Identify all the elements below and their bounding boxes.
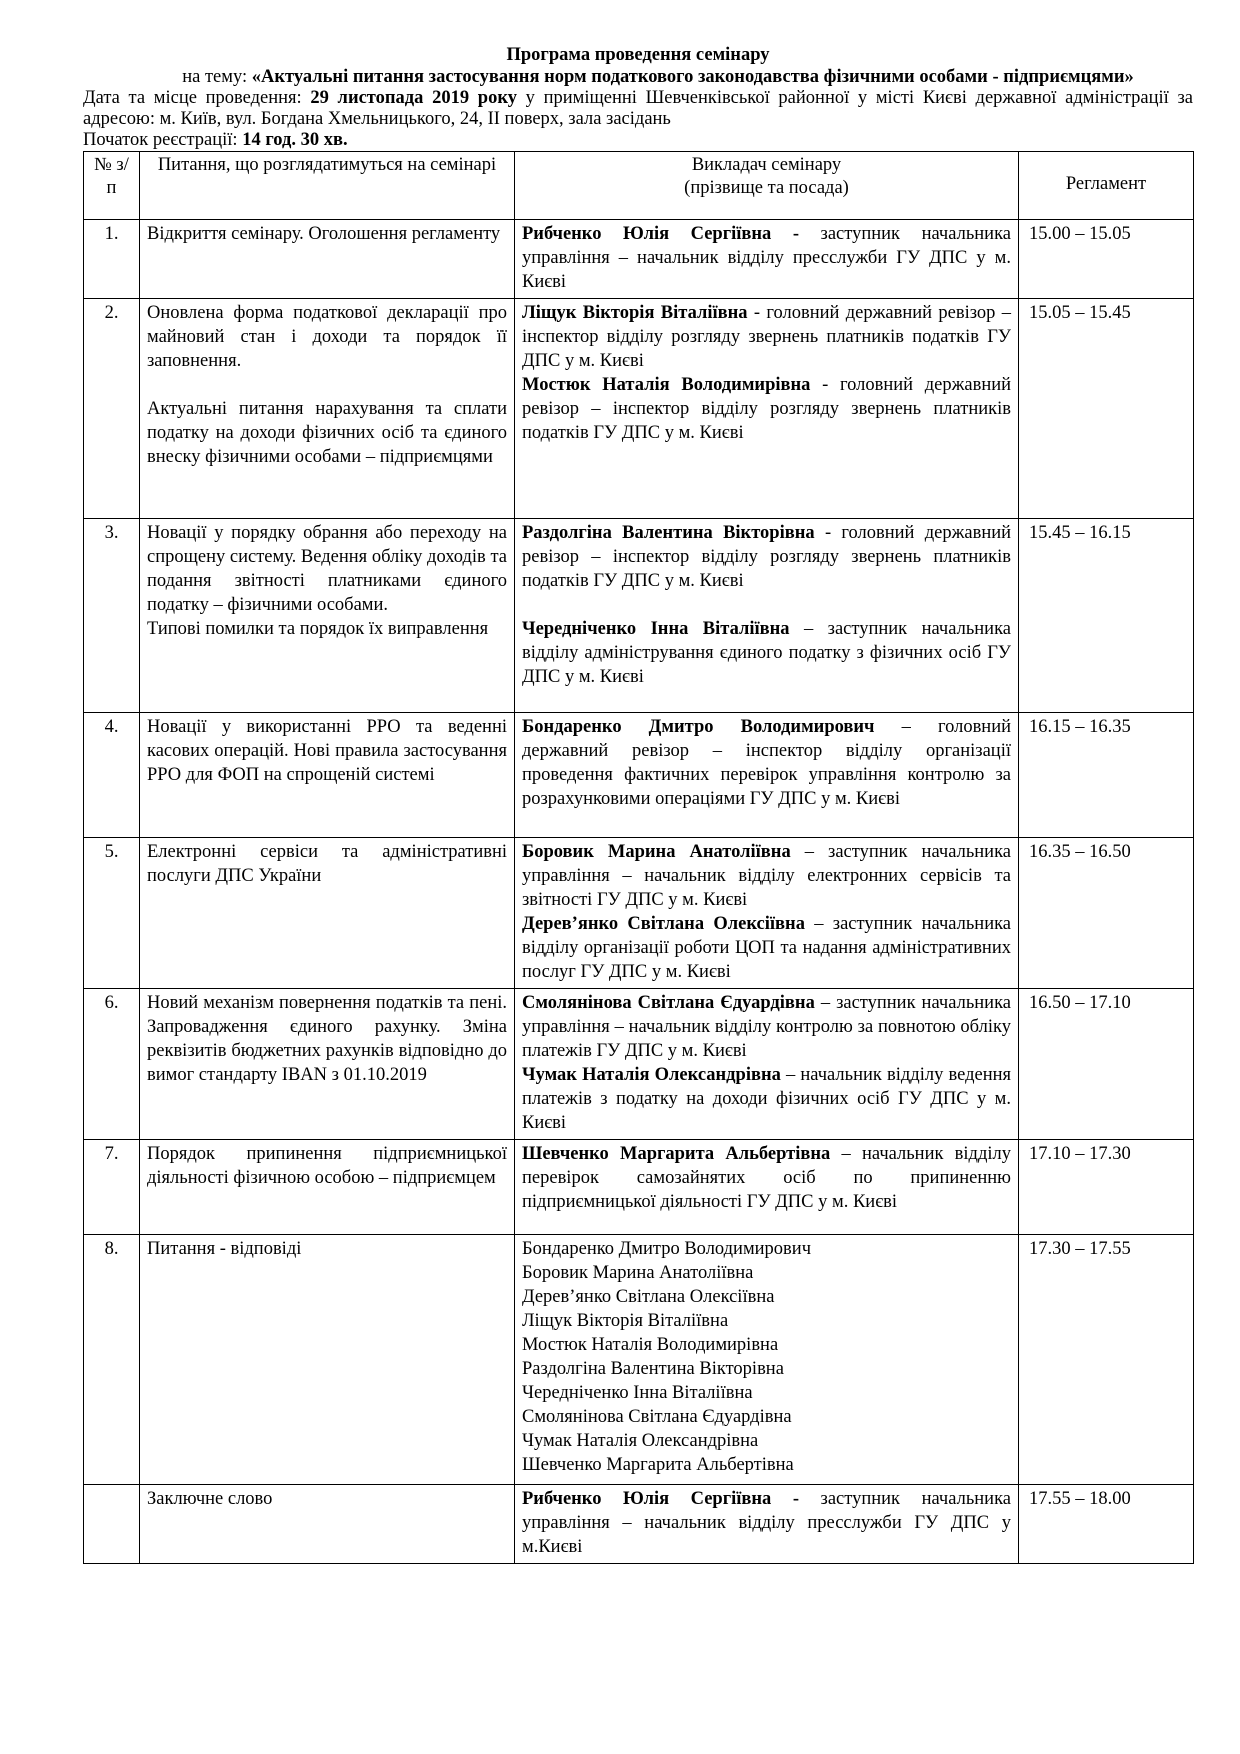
speaker-role: - головний державний ревізор – інспектор відділу розгляду звернень платників податків ГУ ДПС у м. Києві (522, 303, 1011, 371)
table-row (84, 299, 1194, 519)
speaker-name: Ліщук Вікторія Віталіївна (522, 303, 748, 323)
row-time: 15.45 – 16.15 (1019, 519, 1194, 713)
row-lecturer (515, 713, 1019, 838)
row-number: 1. (84, 220, 140, 299)
speaker-name: Смолянінова Світлана Єдуардівна (522, 993, 815, 1013)
table-row (84, 1140, 1194, 1235)
row-lecturer (515, 299, 1019, 519)
row-time: 15.00 – 15.05 (1019, 220, 1194, 299)
row-topic: Порядок припинення підприємницької діяльності фізичною особою – підприємцем (140, 1140, 515, 1235)
row-time: 17.10 – 17.30 (1019, 1140, 1194, 1235)
col-topic-header: Питання, що розглядатимуться на семінарі (140, 152, 515, 220)
row-lecturer (515, 838, 1019, 989)
row-time: 15.05 – 15.45 (1019, 299, 1194, 519)
qa-speaker: Смолянінова Світлана Єдуардівна (522, 1407, 792, 1427)
table-row (84, 220, 1194, 299)
speaker-role: – заступник начальника відділу організації роботи ЦОП та надання адміністративних послуг ГУ ДПС у м. Києві (522, 914, 1012, 982)
speaker-name: Чередніченко Інна Віталіївна (522, 619, 790, 639)
row-topic: Відкриття семінару. Оголошення регламенту (140, 220, 515, 299)
speaker-name: Раздолгіна Валентина Вікторівна (522, 523, 815, 543)
topic-part-2: Актуальні питання нарахування та сплати податку на доходи фізичних осіб та єдиного внеску фізичними особами – підприємцями (147, 399, 507, 467)
table-row (84, 989, 1194, 1140)
speaker-role: – начальник відділу ведення платежів з податку на доходи фізичних осіб ГУ ДПС у м. Києві (522, 1065, 1012, 1133)
speaker-role: – начальник відділу перевірок самозайнятих осіб по припиненню підприємницької діяльності ГУ ДПС у м. Києві (522, 1144, 1011, 1212)
table-row (84, 1485, 1194, 1564)
seminar-theme (83, 66, 1193, 88)
row-lecturer (515, 989, 1019, 1140)
row-lecturer (515, 220, 1019, 299)
speaker-role: – заступник начальника управління – начальник відділу електронних сервісів та звітності ГУ ДПС у м. Києві (522, 842, 1011, 910)
document-title: Програма проведення семінару (506, 45, 770, 65)
row-number: 5. (84, 838, 140, 989)
speaker-role: – заступник начальника відділу адміністрування єдиного податку з фізичних осіб ГУ ДПС у м. Києві (522, 619, 1012, 687)
seminar-place: у приміщенні Шевченківської районної у місті Києві державної адміністрації за адресою: м. Київ, вул. Богдана Хмельницького, 24, ІІ поверх, зала засідань (83, 88, 1194, 129)
row-time: 17.30 – 17.55 (1019, 1235, 1194, 1485)
program-table (83, 151, 1194, 1564)
speaker-role: заступник начальника управління – начальник відділу пресслужби ГУ ДПС у м. Києві (522, 224, 1012, 292)
row-topic: Електронні сервіси та адміністративні послуги ДПС України (140, 838, 515, 989)
row-time: 16.35 – 16.50 (1019, 838, 1194, 989)
speaker-name: Бондаренко Дмитро Володимирович (522, 717, 875, 737)
row-topic: Питання - відповіді (140, 1235, 515, 1485)
row-lecturer (515, 1235, 1019, 1485)
row-time: 16.15 – 16.35 (1019, 713, 1194, 838)
qa-speaker: Мостюк Наталія Володимирівна (522, 1335, 779, 1355)
row-topic: Заключне слово (140, 1485, 515, 1564)
row-number: 7. (84, 1140, 140, 1235)
qa-speaker: Раздолгіна Валентина Вікторівна (522, 1359, 784, 1379)
qa-speaker: Боровик Марина Анатоліївна (522, 1263, 754, 1283)
qa-speaker: Чумак Наталія Олександрівна (522, 1431, 759, 1451)
registration-label: Початок реєстрації: (83, 130, 238, 150)
row-topic: Новації у використанні РРО та веденні касових операцій. Нові правила застосування РРО для ФОП на спрощеній системі (140, 713, 515, 838)
row-number: 3. (84, 519, 140, 713)
table-row (84, 838, 1194, 989)
row-number: 2. (84, 299, 140, 519)
qa-speaker: Ліщук Вікторія Віталіївна (522, 1311, 729, 1331)
table-row (84, 1235, 1194, 1485)
col-lecturer-subtitle: (прізвище та посада) (684, 178, 849, 198)
speaker-name: Боровик Марина Анатоліївна (522, 842, 791, 862)
row-time: 17.55 – 18.00 (1019, 1485, 1194, 1564)
qa-speaker: Бондаренко Дмитро Володимирович (522, 1239, 811, 1259)
row-time: 16.50 – 17.10 (1019, 989, 1194, 1140)
theme-prefix: на тему: (182, 67, 248, 87)
qa-speaker: Дерев’янко Світлана Олексіївна (522, 1287, 775, 1307)
row-number: 8. (84, 1235, 140, 1485)
topic-part-2: Типові помилки та порядок їх виправлення (147, 619, 489, 639)
row-number (84, 1485, 140, 1564)
topic-part-1: Оновлена форма податкової декларації про майновий стан і доходи та порядок її заповнення. (147, 303, 507, 371)
col-lecturer-header (515, 152, 1019, 220)
document-page (83, 44, 1193, 1564)
row-number: 6. (84, 989, 140, 1140)
row-lecturer (515, 1485, 1019, 1564)
row-topic (140, 519, 515, 713)
speaker-name: Чумак Наталія Олександрівна (522, 1065, 781, 1085)
speaker-role: – головний державний ревізор – інспектор відділу організації проведення фактичних перевірок управління контролю за розрахунковими операціями ГУ ДПС у м. Києві (522, 717, 1012, 809)
theme-text: «Актуальні питання застосування норм податкового законодавства фізичними особами - підприємцями» (251, 67, 1134, 87)
table-header-row (84, 152, 1194, 220)
speaker-role: - головний державний ревізор – інспектор відділу розгляду звернень платників податків ГУ ДПС у м. Києві (522, 523, 1012, 591)
speaker-role: заступник начальника управління – начальник відділу пресслужби ГУ ДПС у м.Києві (522, 1489, 1012, 1557)
col-lecturer-title: Викладач семінару (691, 155, 842, 175)
registration-time: 14 год. 30 хв. (242, 130, 348, 150)
speaker-name: Рибченко Юлія Сергіївна - (522, 1489, 799, 1509)
row-number: 4. (84, 713, 140, 838)
speaker-name: Шевченко Маргарита Альбертівна (522, 1144, 831, 1164)
speaker-role: - головний державний ревізор – інспектор відділу розгляду звернень платників податків ГУ ДПС у м. Києві (522, 375, 1012, 443)
row-lecturer (515, 519, 1019, 713)
speaker-name: Мостюк Наталія Володимирівна (522, 375, 811, 395)
qa-speaker: Чередніченко Інна Віталіївна (522, 1383, 753, 1403)
table-row (84, 713, 1194, 838)
speaker-name: Рибченко Юлія Сергіївна - (522, 224, 799, 244)
col-time-header: Регламент (1019, 152, 1194, 220)
col-num-header: № з/п (84, 152, 140, 220)
speaker-role: – заступник начальника управління – начальник відділу контролю за повнотою обліку платежів ГУ ДПС у м. Києві (522, 993, 1011, 1061)
date-place (83, 88, 1193, 130)
row-topic (140, 299, 515, 519)
date-label: Дата та місце проведення: (83, 88, 302, 108)
seminar-date: 29 листопада 2019 року (310, 88, 517, 108)
qa-speaker: Шевченко Маргарита Альбертівна (522, 1455, 794, 1475)
table-row (84, 519, 1194, 713)
speaker-name: Дерев’янко Світлана Олексіївна (522, 914, 805, 934)
row-lecturer (515, 1140, 1019, 1235)
topic-part-1: Новації у порядку обрання або переходу на спрощену систему. Ведення обліку доходів та подання звітності платниками єдиного податку – фізичними особами. (147, 523, 507, 615)
registration (83, 130, 1193, 151)
row-topic: Новий механізм повернення податків та пені. Запровадження єдиного рахунку. Зміна реквізитів бюджетних рахунків відповідно до вимог стандарту IBAN з 01.10.2019 (140, 989, 515, 1140)
